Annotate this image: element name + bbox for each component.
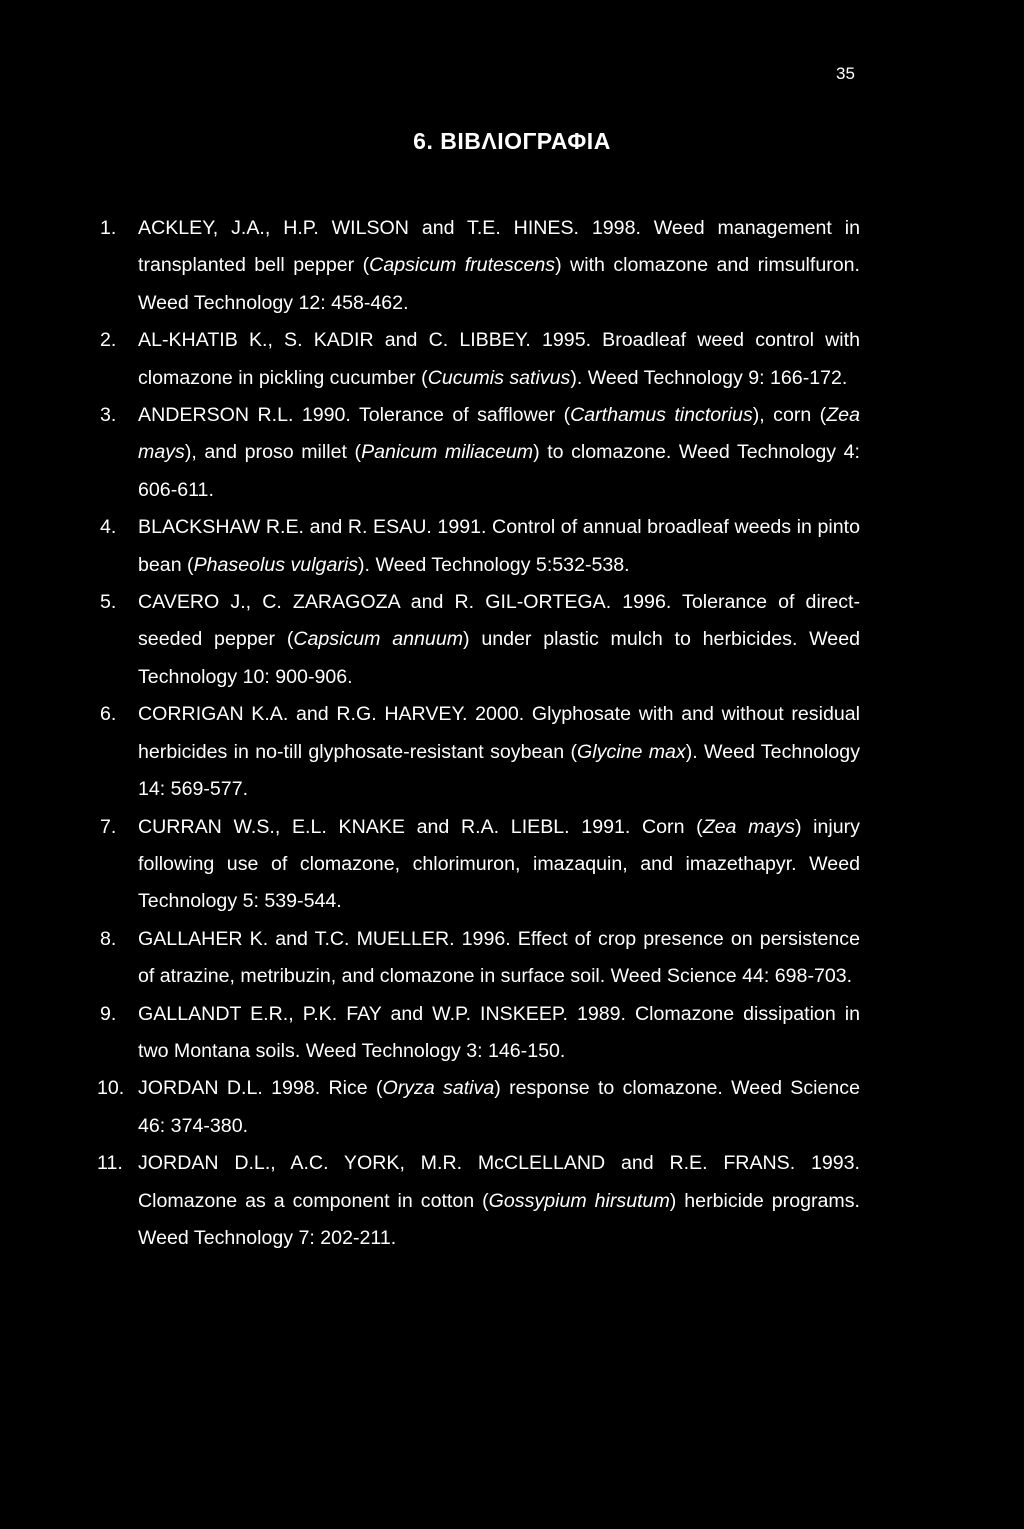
reference-item — [100, 996, 860, 1071]
reference-text: ) herbicide programs. Weed Technology 7: 202-211. — [138, 1189, 860, 1249]
reference-number: 11. — [97, 1152, 123, 1175]
reference-text: ). Weed Technology 9: 166-172. — [570, 366, 848, 389]
reference-text: ), corn ( — [752, 404, 827, 427]
reference-number: 2. — [100, 329, 117, 352]
species-name: Glycine max — [577, 740, 686, 763]
reference-text: CURRAN W.S., E.L. KNAKE and R.A. LIEBL. 1991. Corn ( — [138, 815, 703, 838]
species-name: Zea mays — [138, 404, 860, 464]
species-name: Capsicum frutescens — [369, 254, 556, 277]
reference-number: 1. — [100, 217, 117, 239]
reference-number: 6. — [100, 703, 117, 726]
reference-text: CAVERO J., C. ZARAGOZA and R. GIL-ORTEGA. 1996. Tolerance of direct-seeded pepper ( — [138, 591, 860, 651]
reference-item — [100, 509, 860, 584]
reference-item — [100, 584, 860, 696]
reference-item — [100, 921, 860, 996]
reference-text: GALLANDT E.R., P.K. FAY and W.P. INSKEEP. 1989. Clomazone dissipation in two Montana soils. Weed Technology 3: 146-150. — [138, 1002, 860, 1062]
reference-text: ). Weed Technology 5:532-538. — [358, 553, 630, 576]
reference-text: JORDAN D.L., A.C. YORK, M.R. McCLELLAND and R.E. FRANS. 1993. Clomazone as a component in cotton ( — [138, 1152, 860, 1212]
reference-text: ), and proso millet ( — [184, 441, 362, 464]
species-name: Capsicum annuum — [293, 628, 464, 651]
reference-item — [100, 696, 860, 808]
reference-item — [100, 397, 860, 509]
reference-number: 9. — [100, 1002, 117, 1025]
species-name: Panicum miliaceum — [361, 441, 534, 464]
reference-text: ACKLEY, J.A., H.P. WILSON and T.E. HINES. 1998. Weed management in transplanted bell pepper ( — [138, 217, 860, 277]
reference-text: ANDERSON R.L. 1990. Tolerance of safflower ( — [138, 404, 571, 427]
species-name: Carthamus tinctorius — [570, 404, 753, 427]
reference-item — [100, 322, 860, 397]
reference-item — [100, 210, 860, 322]
reference-text: GALLAHER K. and T.C. MUELLER. 1996. Effect of crop presence on persistence of atrazine, metribuzin, and clomazone in surface soil. Weed Science 44: 698-703. — [138, 927, 860, 988]
reference-item — [97, 1145, 860, 1257]
reference-text: ) response to clomazone. Weed Science 46: 374-380. — [138, 1077, 860, 1137]
reference-text: BLACKSHAW R.E. and R. ESAU. 1991. Control of annual broadleaf weeds in pinto bean ( — [138, 516, 860, 576]
page-number: 35 — [836, 64, 855, 83]
reference-text: ) with clomazone and rimsulfuron. Weed Technology 12: 458-462. — [138, 254, 860, 314]
reference-text: ) to clomazone. Weed Technology 4: 606-611. — [138, 441, 860, 501]
reference-item — [100, 809, 860, 921]
reference-text: CORRIGAN K.A. and R.G. HARVEY. 2000. Glyphosate with and without residual herbicides in no-till glyphosate-resistant soybean ( — [138, 703, 860, 763]
reference-text: JORDAN D.L. 1998. Rice ( — [138, 1077, 383, 1100]
species-name: Zea mays — [702, 815, 795, 838]
species-name: Gossypium hirsutum — [488, 1189, 670, 1212]
page-title: 6. ΒΙΒΛΙΟΓΡΑΦΙΑ — [413, 128, 611, 154]
reference-number: 8. — [100, 927, 117, 950]
reference-text: ). Weed Technology 14: 569-577. — [138, 740, 861, 801]
reference-item — [97, 1070, 860, 1145]
reference-text: AL-KHATIB K., S. KADIR and C. LIBBEY. 1995. Broadleaf weed control with clomazone in pickling cucumber ( — [138, 329, 860, 389]
reference-number: 5. — [100, 591, 117, 614]
reference-number: 10. — [97, 1077, 125, 1100]
species-name: Cucumis sativus — [427, 366, 571, 389]
reference-number: 4. — [100, 516, 117, 539]
reference-number: 7. — [100, 815, 117, 838]
reference-number: 3. — [100, 404, 117, 427]
reference-text: ) under plastic mulch to herbicides. Weed Technology 10: 900-906. — [138, 628, 860, 688]
species-name: Phaseolus vulgaris — [193, 553, 359, 576]
reference-text: ) injury following use of clomazone, chlorimuron, imazaquin, and imazethapyr. Weed Technology 5: 539-544. — [138, 815, 860, 913]
species-name: Oryza sativa — [382, 1077, 495, 1100]
reference-list — [97, 210, 861, 1257]
